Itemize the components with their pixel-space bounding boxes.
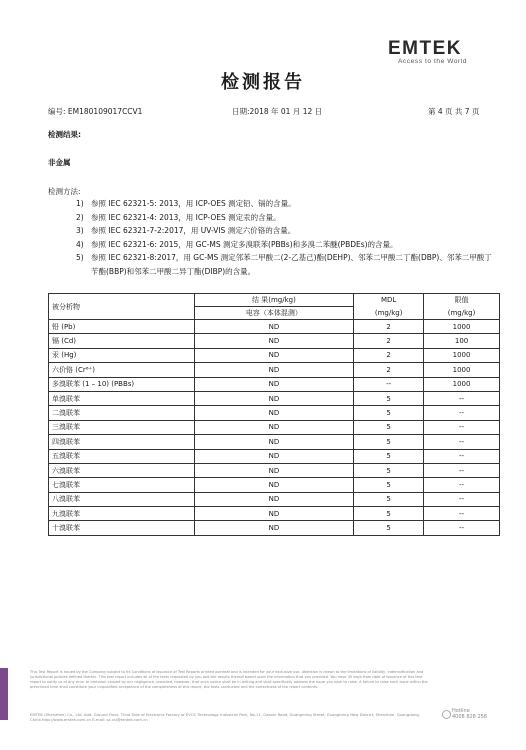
results-heading: 检测结果: xyxy=(48,130,81,139)
hotline-label: Hotline xyxy=(452,708,470,714)
method-item: 3) 参照 IEC 62321-7-2:2017，用 UV-VIS 测定六价铬的含量。 xyxy=(76,226,296,236)
method-item: 4) 参照 IEC 62321-6: 2015，用 GC-MS 测定多溴联苯(PBBs)和多溴二苯醚(PBDEs)的含量。 xyxy=(76,239,398,249)
hotline xyxy=(452,708,487,720)
page-title: 检测报告 xyxy=(221,72,305,93)
method-item: 5) 参照 IEC 62321-8:2017，用 GC-MS 测定邻苯二甲酸二(2-乙基己)酯(DEHP)、邻苯二甲酸二丁酯(DBP)、邻苯二甲酸丁苄酯(BBP)和邻苯二甲酸二异丁酯(DIBP)的含量。 xyxy=(76,253,492,276)
table-row: 二溴联苯 ND 5 -- xyxy=(49,406,500,420)
table-row: 七溴联苯 ND 5 -- xyxy=(49,478,500,492)
header-limit: 限值 xyxy=(424,294,500,307)
header-analyte: 被分析物 xyxy=(49,294,195,320)
table-row: 多溴联苯 (1 – 10) (PBBs) ND -- 1000 xyxy=(49,377,500,391)
table-row: 五溴联苯 ND 5 -- xyxy=(49,449,500,463)
logo-tagline: Access to the World xyxy=(398,58,468,65)
method-item: 1) 参照 IEC 62321-5: 2013，用 ICP-OES 测定铅、镉的含量。 xyxy=(76,199,296,208)
footer-address: EMTEK (Shenzhen) Co., Ltd. Add: Ground Floor, Third Side of Electronic Factory of EVOC Technology Industrial Park, No.11, Gaoxin Road, Guangming Street, Guangming New District, Shenzhen, Guangdong, China http://www.emtek.com.cn E-mail: sz.csl@emtek.com.cn xyxy=(30,712,420,723)
footer-disclaimer: This Test Report is issued by the Company subject to its Conditions of Issuance of Test Reports printed overleaf and is intended for your exclusive use. Attention is drawn to the limitations of liability, indemnification and jurisdictional policies defined therein. This test report includes all of the tests requested by you and the results thereof based upon the information that you provided. You have 30 days from date of issuance of this test report to notify us of any error or omission caused by our negligence, provided, however, that such notice shall be in writing and shall specifically address the issue you wish to raise. A failure to raise such issue within the prescribed time shall constitute your unqualified acceptance of the completeness of this report, the tests conducted and the correctness of the report contents. xyxy=(30,670,428,689)
table-row: 铅 (Pb) ND 2 1000 xyxy=(49,320,500,334)
side-color-bar xyxy=(0,668,8,720)
method-list xyxy=(76,197,496,279)
method-heading: 检测方法: xyxy=(48,187,81,196)
hotline-number: 4008 828 258 xyxy=(452,714,487,720)
table-row: 镉 (Cd) ND 2 100 xyxy=(49,334,500,348)
table-row: 三溴联苯 ND 5 -- xyxy=(49,420,500,434)
report-date: 日期:2018 年 01 月 12 日 xyxy=(232,107,323,116)
table-row: 四溴联苯 ND 5 -- xyxy=(49,435,500,449)
table-row: 汞 (Hg) ND 2 1000 xyxy=(49,348,500,362)
non-metal-heading: 非金属 xyxy=(48,158,71,167)
phone-icon xyxy=(442,710,451,719)
table-row: 六价铬 (Cr⁶⁺) ND 2 1000 xyxy=(49,363,500,377)
method-item: 2) 参照 IEC 62321-4: 2013，用 ICP-OES 测定汞的含量。 xyxy=(76,212,281,222)
header-result: 结 果(mg/kg) xyxy=(194,294,354,307)
table-row: 八溴联苯 ND 5 -- xyxy=(49,492,500,506)
page-number: 第 4 页 共 7 页 xyxy=(428,107,480,116)
table-row: 六溴联苯 ND 5 -- xyxy=(49,463,500,477)
header-mdl: MDL xyxy=(354,294,424,307)
emtek-logo: EMTEK xyxy=(388,38,462,59)
table-row: 十溴联苯 ND 5 -- xyxy=(49,521,500,535)
table-row: 九溴联苯 ND 5 -- xyxy=(49,507,500,521)
header-limit-unit: (mg/kg) xyxy=(424,307,500,320)
header-mdl-unit: (mg/kg) xyxy=(354,307,424,320)
header-result-sub: 电容（本体混测） xyxy=(194,307,354,320)
results-table xyxy=(48,293,500,536)
report-number: 编号: EM180109017CCV1 xyxy=(48,107,143,116)
table-row: 单溴联苯 ND 5 -- xyxy=(49,391,500,405)
